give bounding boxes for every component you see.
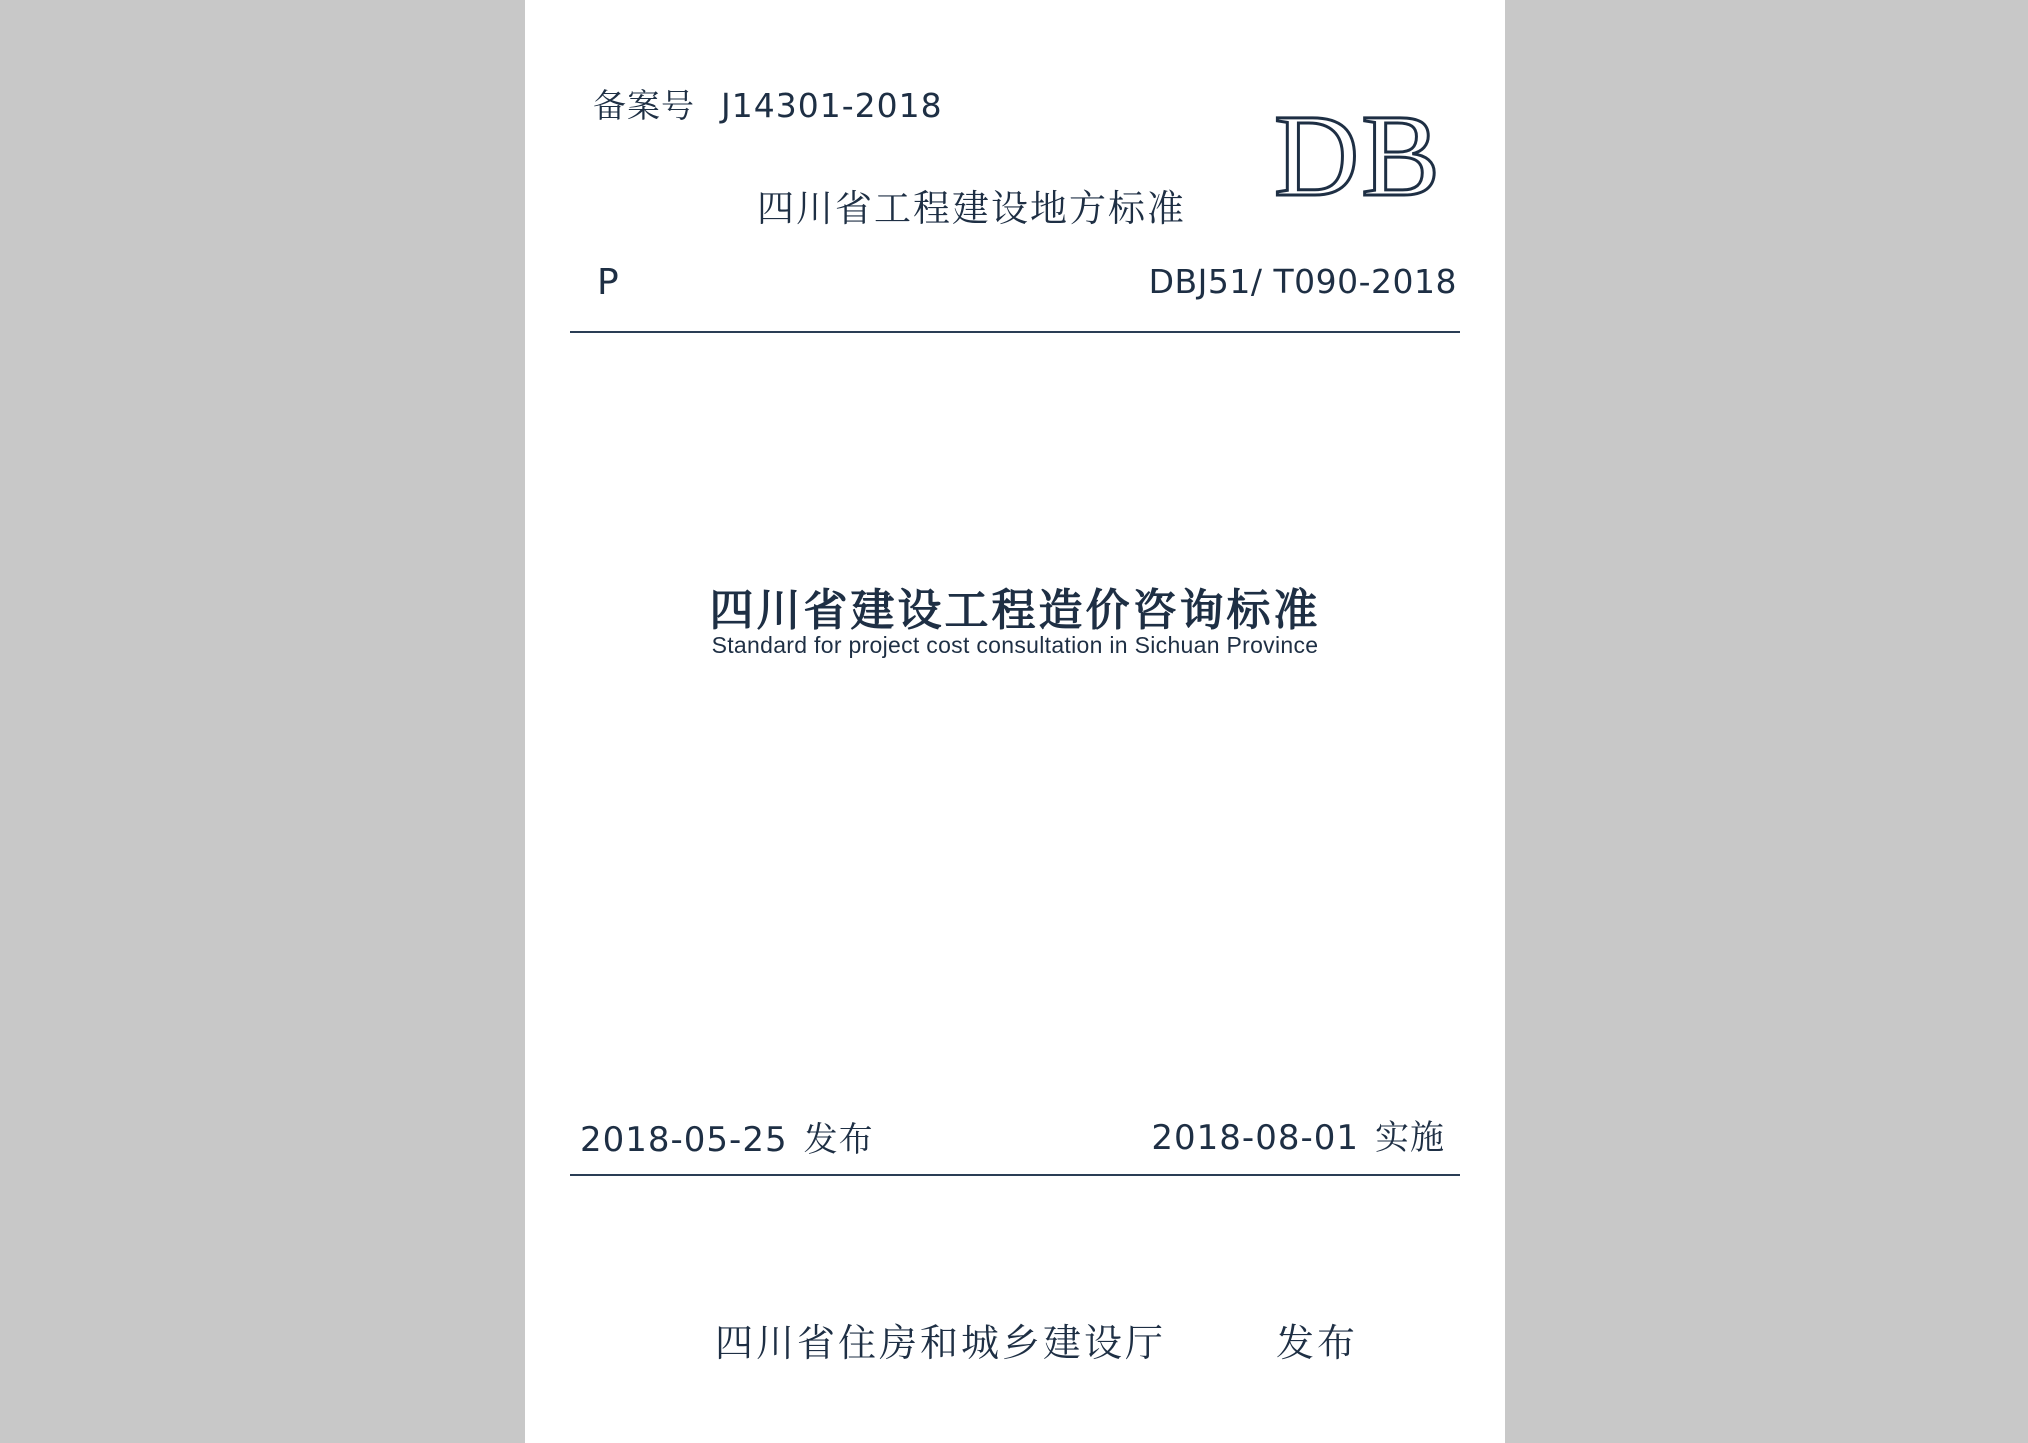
implement-date: 2018-08-01 — [1151, 1118, 1359, 1158]
implement-date-line — [1151, 1110, 1445, 1159]
filing-label: 备案号 — [593, 86, 695, 125]
issuer-line — [715, 1312, 1358, 1367]
db-logo-text: DB — [1274, 95, 1442, 215]
filing-line — [593, 80, 943, 127]
issue-label: 发布 — [803, 1120, 874, 1160]
issue-date-line — [580, 1112, 874, 1161]
top-divider — [570, 331, 1460, 333]
bottom-divider — [570, 1174, 1460, 1176]
title-english: Standard for project cost consultation in Sichuan Province — [711, 632, 1319, 658]
standard-category: 四川省工程建设地方标准 — [757, 187, 1186, 230]
document-cover — [525, 0, 1505, 1443]
standard-number: DBJ51/ T090-2018 — [1148, 262, 1457, 301]
issuer-name: 四川省住房和城乡建设厅 — [715, 1321, 1167, 1365]
issue-date: 2018-05-25 — [580, 1120, 788, 1160]
implement-label: 实施 — [1375, 1118, 1445, 1158]
title-chinese: 四川省建设工程造价咨询标准 — [709, 585, 1321, 636]
filing-number: J14301-2018 — [721, 86, 943, 125]
issuer-label: 发布 — [1276, 1321, 1359, 1365]
classification-code: P — [597, 262, 619, 303]
db-logo — [1253, 95, 1463, 215]
